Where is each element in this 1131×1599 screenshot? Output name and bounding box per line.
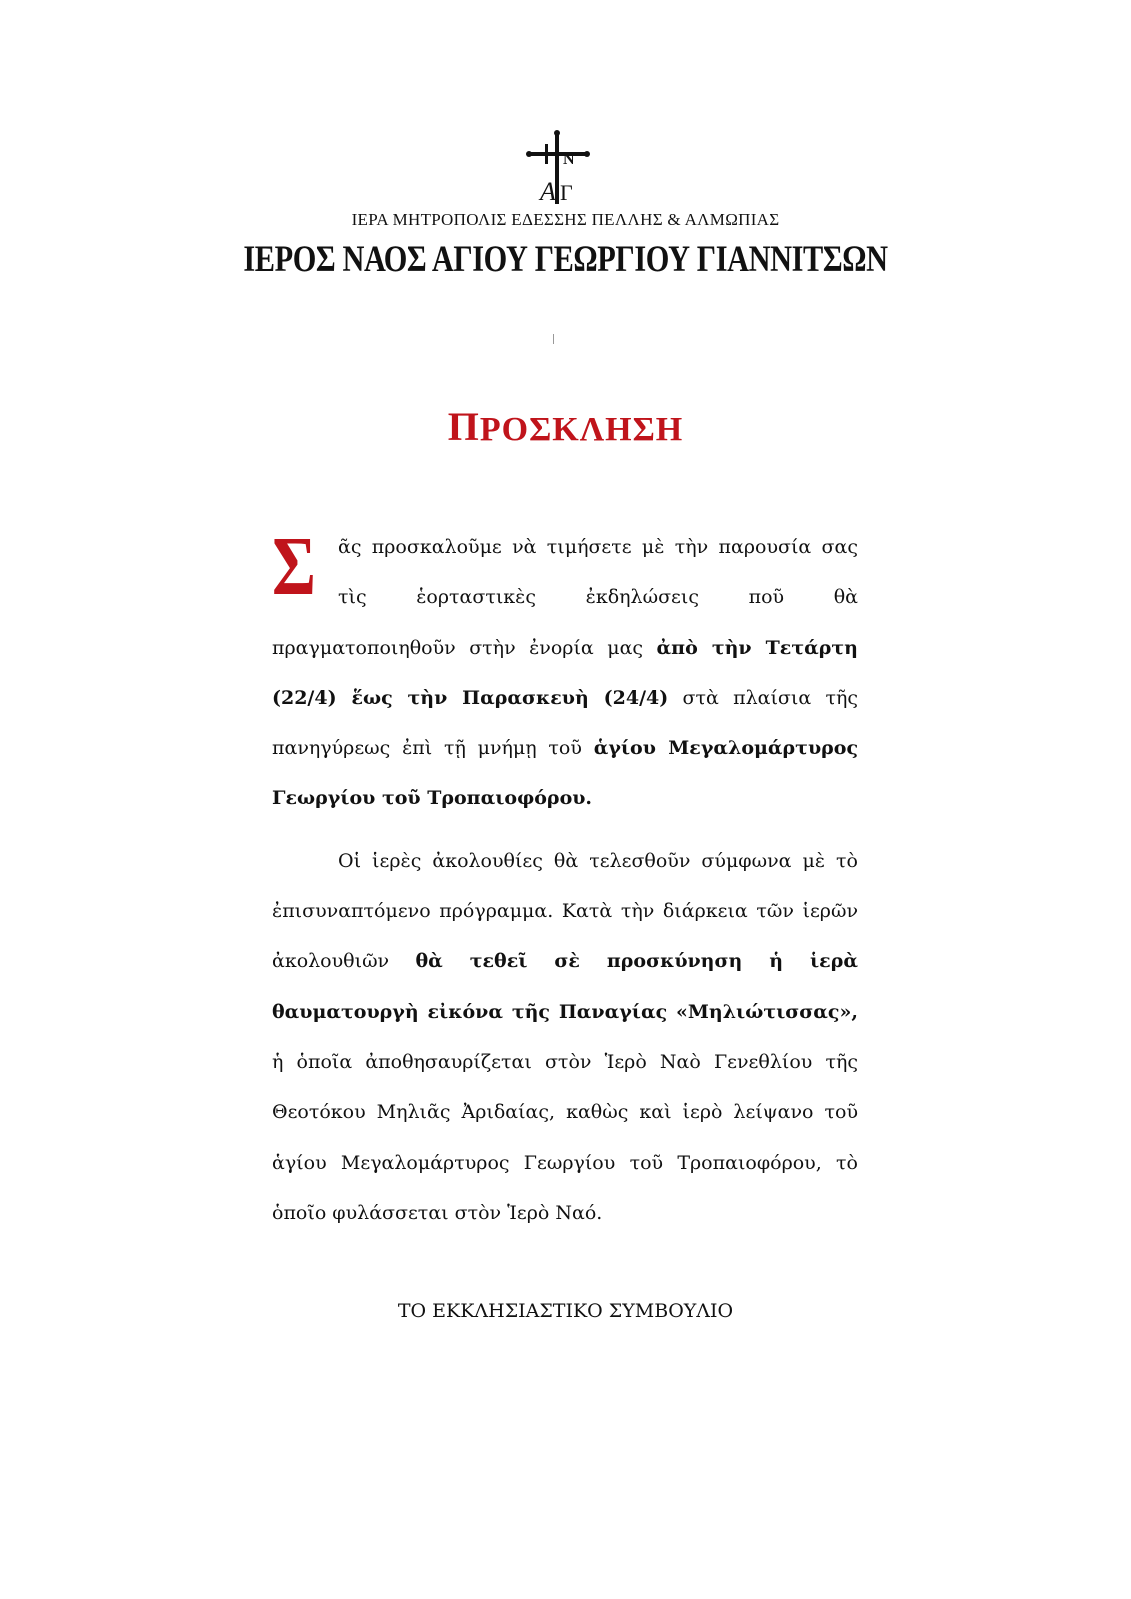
p1-text-2: στὰ πλαίσια τῆς πανηγύρεως ἐπὶ τῇ μνήμῃ τοῦ — [272, 686, 858, 760]
svg-text:A: A — [540, 177, 556, 206]
document-title — [0, 403, 1131, 450]
svg-text:Γ: Γ — [560, 180, 573, 205]
church-name: ΙΕΡΟΣ ΝΑΟΣ ΑΓΙΟΥ ΓΕΩΡΓΙΟΥ ΓΙΑΝΝΙΤΣΩΝ — [243, 239, 888, 280]
title-initial: Π — [447, 404, 480, 449]
p2-text-2: ἡ ὁποῖα ἀποθησαυρίζεται στὸν Ἱερὸ Ναὸ Γενεθλίου τῆς Θεοτόκου Μηλιᾶς Ἀριδαίας, καθὼς καὶ ἱερὸ λείψανο τοῦ ἁγίου Μεγαλομάρτυρος Γεωργίου τοῦ Τροπαιοφόρου, τὸ ὁποῖο φυλάσσεται στὸν Ἱερὸ Ναό. — [272, 1050, 858, 1224]
svg-text:N: N — [563, 151, 575, 168]
cross-emblem-icon — [526, 130, 590, 206]
p2-text: Οἱ ἱερὲς ἀκολουθίες θὰ τελεσθοῦν σύμφωνα μὲ τὸ ἐπισυναπτόμενο πρόγραμμα. Κατὰ τὴν διάρκεια τῶν ἱερῶν ἀκολουθιῶν — [272, 849, 858, 973]
stray-mark — [553, 334, 554, 344]
title-rest: ΡΟΣΚΛΗΣΗ — [479, 411, 684, 448]
p2-icon: θὰ τεθεῖ σὲ προσκύνηση ἡ ἱερὰ θαυματουργὴ εἰκόνα τῆς Παναγίας «Μηλιώτισσας», — [272, 950, 858, 1023]
p1-text: ᾶς προσκαλοῦμε νὰ τιμήσετε μὲ τὴν παρουσία σας τὶς ἑορταστικὲς ἐκδηλώσεις ποῦ θὰ πραγματοποιηθοῦν στὴν ἐνορία μας — [272, 536, 858, 659]
drop-cap: Σ — [272, 520, 316, 613]
p1-saint: ἁγίου Μεγαλομάρτυρος Γεωργίου τοῦ Τροπαιοφόρου. — [272, 737, 859, 810]
paragraph-2 — [272, 836, 858, 1238]
metropolis-name: ΙΕΡΑ ΜΗΤΡΟΠΟΛΙΣ ΕΔΕΣΣΗΣ ΠΕΛΛΗΣ & ΑΛΜΩΠΙΑΣ — [351, 210, 780, 229]
invitation-body — [272, 522, 858, 1238]
paragraph-1 — [272, 522, 858, 824]
signature: ΤΟ ΕΚΚΛΗΣΙΑΣΤΙΚΟ ΣΥΜΒΟΥΛΙΟ — [397, 1300, 734, 1322]
p1-dates: ἀπὸ τὴν Τετάρτη (22/4) ἕως τὴν Παρασκευὴ (24/4) — [272, 636, 858, 709]
